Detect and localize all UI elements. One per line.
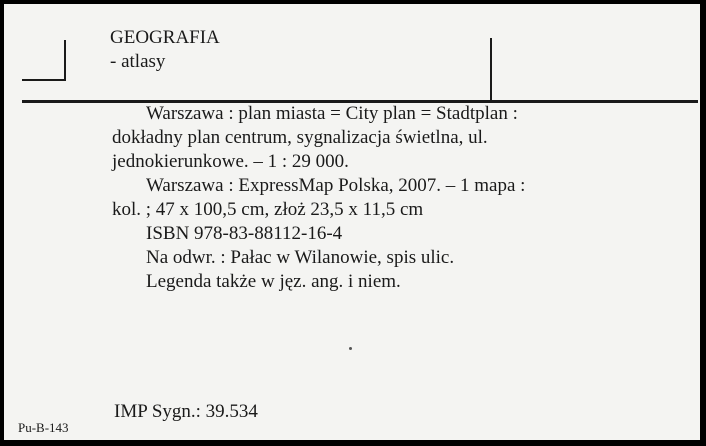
- title-line: jednokierunkowe. – 1 : 29 000.: [112, 151, 349, 172]
- note-verso: Na odwr. : Pałac w Wilanowie, spis ulic.: [146, 247, 455, 268]
- subject-heading-main: GEOGRAFIA: [110, 27, 220, 48]
- bibliographic-entry: [112, 102, 612, 294]
- call-number: IMP Sygn.: 39.534: [114, 401, 258, 422]
- title-line: dokładny plan centrum, sygnalizacja świetlna, ul.: [112, 127, 488, 148]
- shelf-mark: Pu-B-143: [18, 420, 69, 435]
- catalog-card: [4, 4, 700, 440]
- corner-bracket-vertical: [64, 40, 66, 81]
- subject-heading-subdivision: - atlasy: [110, 51, 166, 72]
- subject-heading: [110, 26, 220, 74]
- ink-speck: [349, 347, 352, 350]
- title-line: Warszawa : plan miasta = City plan = Stadtplan :: [146, 103, 518, 124]
- header-divider: [490, 38, 492, 100]
- isbn: ISBN 978-83-88112-16-4: [146, 223, 343, 244]
- corner-bracket-horizontal: [22, 79, 66, 81]
- publication-line: Warszawa : ExpressMap Polska, 2007. – 1 mapa :: [146, 175, 526, 196]
- publication-line: kol. ; 47 x 100,5 cm, złoż 23,5 x 11,5 cm: [112, 199, 424, 220]
- note-legend: Legenda także w jęz. ang. i niem.: [146, 271, 401, 292]
